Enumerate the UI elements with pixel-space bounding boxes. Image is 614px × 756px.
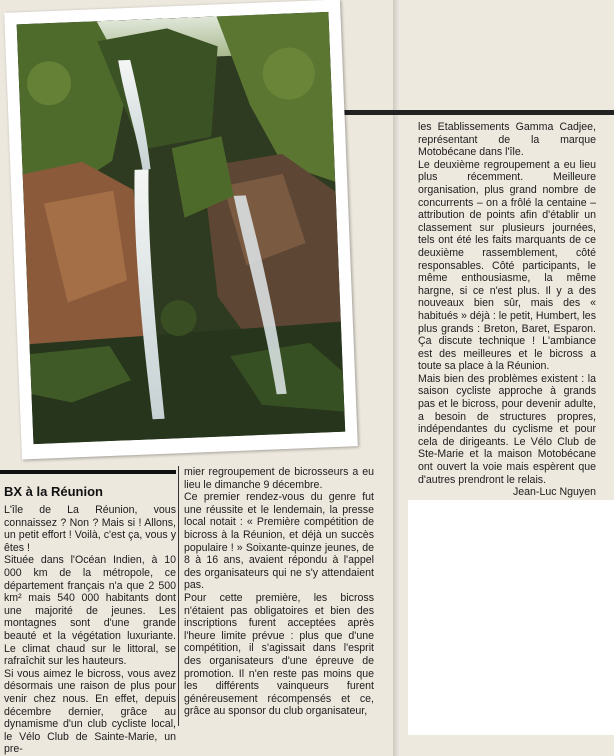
paragraph: Mais bien des problèmes existent : la saison cycliste approche à grands pas et le bicross, pour devenir adulte, a besoin de structures propres, indépendantes du cyclisme et pour cela de dirigeants. Le Vélo Club de Ste-Marie et la maison Motobécane ont ouvert la voie mais espèrent que d'autres prendront le relais. bbox=[418, 372, 596, 486]
top-divider-rule bbox=[326, 110, 614, 115]
paragraph: L'île de La Réunion, vous connaissez ? Non ? Mais si ! Allons, un petit effort ! Voilà, c'est ça, vous y êtes ! bbox=[4, 504, 176, 554]
paragraph: les Etablissements Gamma Cadjee, représentant de la marque Motobécane dans l'île. bbox=[418, 121, 596, 159]
paragraph: mier regroupement de bicrosseurs a eu lieu le dimanche 9 décembre. bbox=[184, 466, 374, 491]
paragraph: Ce premier rendez-vous du genre fut une réussite et le lendemain, la presse local notait : « Première compétition de bicross à la Réunion, et déjà un succès populaire ! » Soixante-quinze jeunes, de 8 à 16 ans, avaient répondu à l'appel des organisateurs qui ne s'y attendaient pas. bbox=[184, 491, 374, 592]
paragraph: Si vous aimez le bicross, vous avez désormais une raison de plus pour venir chez nous. En effet, depuis décembre dernier, grâce au dynamisme d'un club cycliste local, le Vélo Club de Sainte-Marie, un pre- bbox=[4, 667, 176, 756]
headline-rule bbox=[0, 470, 176, 474]
column-divider bbox=[178, 466, 179, 726]
waterfall-photo bbox=[17, 12, 346, 444]
article-column-3 bbox=[418, 121, 596, 499]
article-column-1 bbox=[4, 484, 176, 756]
author-signature: Jean-Luc Nguyen bbox=[512, 486, 596, 499]
right-page-blank-area bbox=[408, 500, 614, 735]
article-title: BX à la Réunion bbox=[4, 484, 103, 499]
paragraph: Pour cette première, les bicross n'étaient pas obligatoires et bien des inscriptions furent acceptées après l'heure limite prévue : plus que d'une compétition, il s'agissait dans l'esprit des organisateurs d'une épreuve de promotion. Il n'en reste pas moins que les différents vainqueurs furent généreusement récompensés et ce, grâce au sponsor du club organisateur, bbox=[184, 591, 374, 718]
article-column-2 bbox=[184, 466, 374, 718]
paragraph: Située dans l'Océan Indien, à 10 000 km de la métropole, ce département français n'a que 2 500 km² mais 540 000 habitants dont une majorité de jeunes. Les montagnes sont d'une grande beauté et la végétation luxuriante. Le climat chaud sur le littoral, se rafraîchit sur les hauteurs. bbox=[4, 554, 176, 668]
paragraph: Le deuxième regroupement a eu lieu plus récemment. Meilleure organisation, plus grand nombre de concurrents – on a frôlé la centaine – attribution de points afin d'établir un classement sur plusieurs journées, tels ont été les faits marquants de ce deuxième rassemblement, côté responsables. Côté participants, le même enthousiasme, la même hargne, si ce n'est plus. Il y a des nouveaux bien sûr, mais des « habitués » déjà : le petit, Humbert, les plus grands : Breton, Baret, Esparon. Ça discute technique ! L'ambiance est des meilleures et le bicross a toute sa place à la Réunion. bbox=[418, 158, 596, 373]
photo-frame bbox=[4, 0, 358, 460]
